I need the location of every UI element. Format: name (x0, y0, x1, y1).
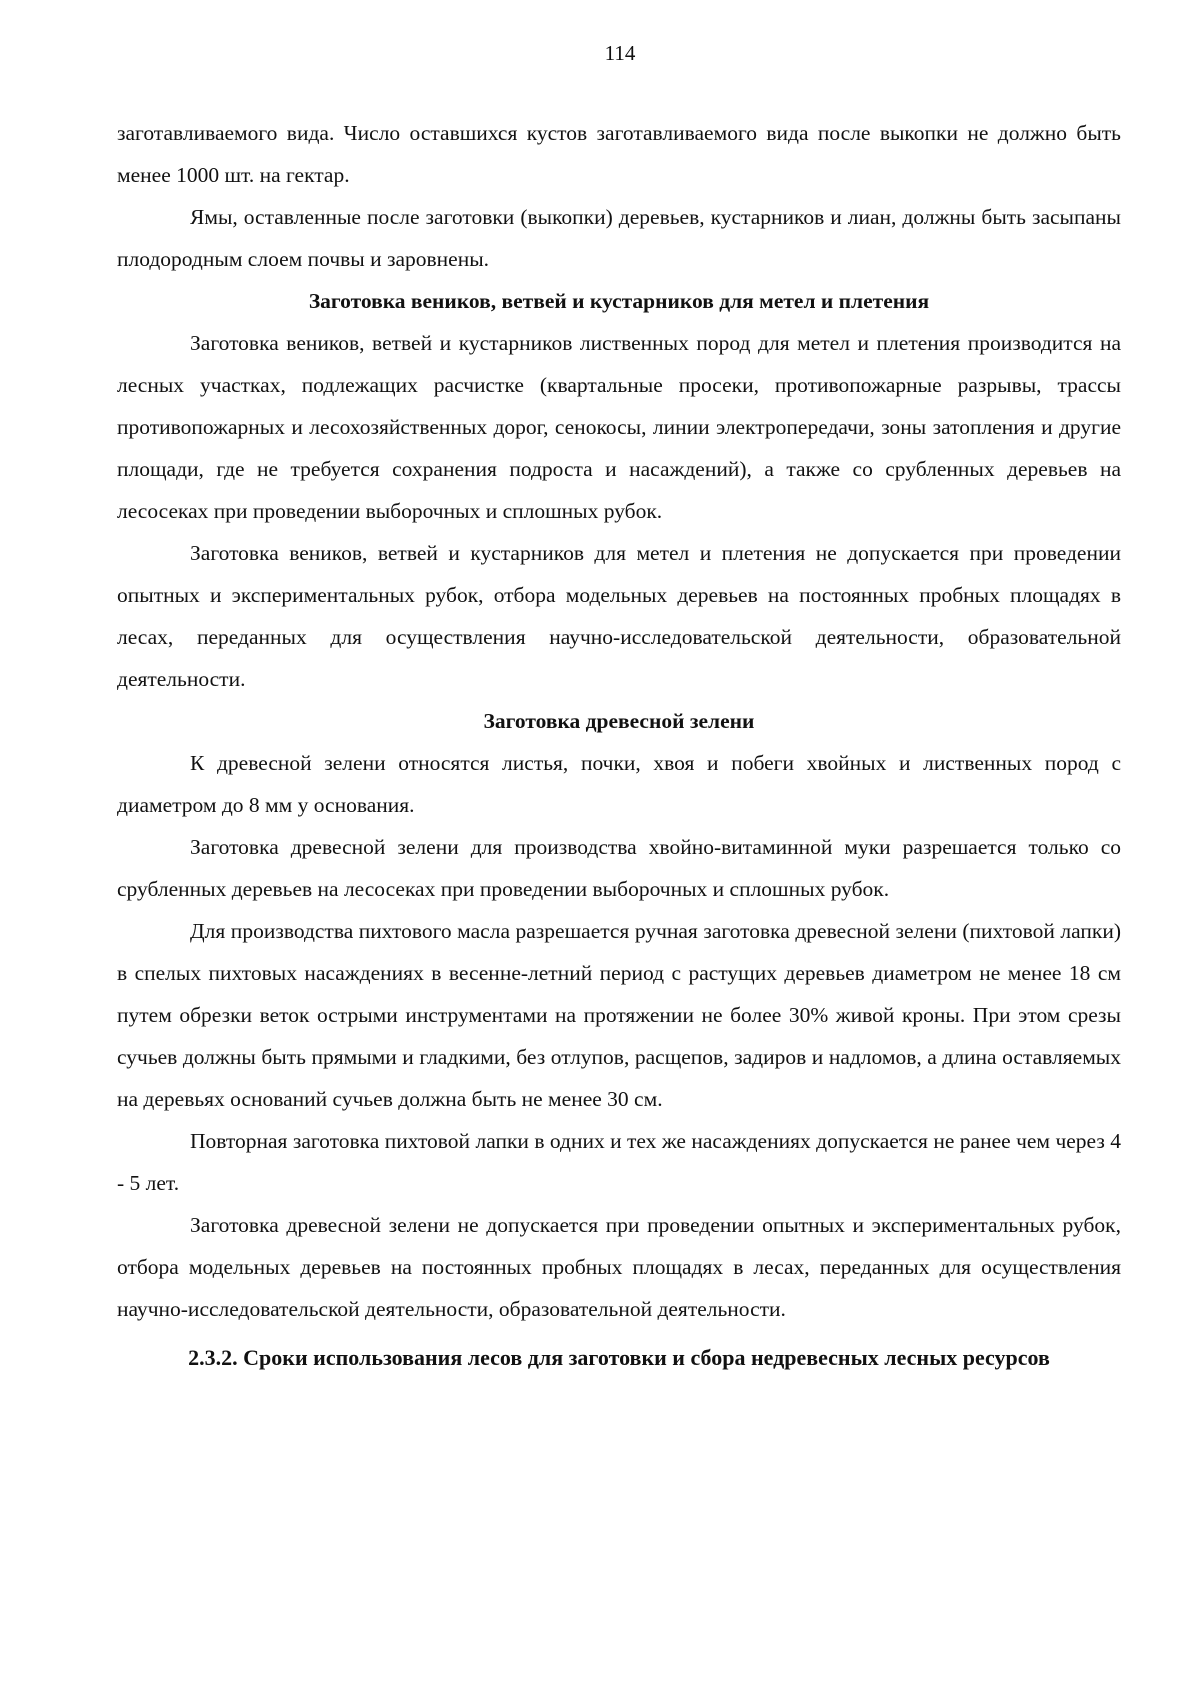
paragraph-greenery-prohibited: Заготовка древесной зелени не допускается при проведении опытных и экспериментальных рубок, отбора модельных деревьев на постоянных пробных площадях в лесах, переданных для осуществления научно-исследовательской деятельности, образовательной деятельности. (117, 1213, 1121, 1321)
paragraph-fir-oil: Для производства пихтового масла разрешается ручная заготовка древесной зелени (пихтовой лапки) в спелых пихтовых насаждениях в весенне-летний период с растущих деревьев диаметром не менее 18 см путем обрезки веток острыми инструментами на протяжении не более 30% живой кроны. При этом срезы сучьев должны быть прямыми и гладкими, без отлупов, расщепов, задиров и надломов, а длина оставляемых на деревьях оснований сучьев должна быть не менее 30 см. (117, 919, 1121, 1111)
paragraph-brooms-where: Заготовка веников, ветвей и кустарников лиственных пород для метел и плетения производится на лесных участках, подлежащих расчистке (квартальные просеки, противопожарные разрывы, трассы противопожарных и лесохозяйственных дорог, сенокосы, линии электропередачи, зоны затопления и другие площади, где не требуется сохранения подроста и насаждений), а также со срубленных деревьев на лесосеках при проведении выборочных и сплошных рубок. (117, 331, 1121, 523)
page-content (117, 112, 1121, 1382)
paragraph-pits: Ямы, оставленные после заготовки (выкопки) деревьев, кустарников и лиан, должны быть засыпаны плодородным слоем почвы и заровнены. (117, 205, 1121, 271)
section-heading-2-3-2: 2.3.2. Сроки использования лесов для заготовки и сбора недревесных лесных ресурсов (188, 1345, 1050, 1370)
heading-wood-greenery: Заготовка древесной зелени (483, 709, 755, 733)
paragraph-brooms-prohibited: Заготовка веников, ветвей и кустарников для метел и плетения не допускается при проведении опытных и экспериментальных рубок, отбора модельных деревьев на постоянных пробных площадях в лесах, переданных для осуществления научно-исследовательской деятельности, образовательной деятельности. (117, 541, 1121, 691)
paragraph-greenery-definition: К древесной зелени относятся листья, почки, хвоя и побеги хвойных и лиственных пород с диаметром до 8 мм у основания. (117, 751, 1121, 817)
paragraph-continuation: заготавливаемого вида. Число оставшихся кустов заготавливаемого вида после выкопки не должно быть менее 1000 шт. на гектар. (117, 121, 1121, 187)
paragraph-greenery-flour: Заготовка древесной зелени для производства хвойно-витаминной муки разрешается только со срубленных деревьев на лесосеках при проведении выборочных и сплошных рубок. (117, 835, 1121, 901)
heading-brooms-harvesting: Заготовка веников, ветвей и кустарников для метел и плетения (308, 289, 930, 313)
page-number: 114 (604, 41, 636, 65)
paragraph-repeat-harvest: Повторная заготовка пихтовой лапки в одних и тех же насаждениях допускается не ранее чем через 4 - 5 лет. (117, 1129, 1121, 1195)
